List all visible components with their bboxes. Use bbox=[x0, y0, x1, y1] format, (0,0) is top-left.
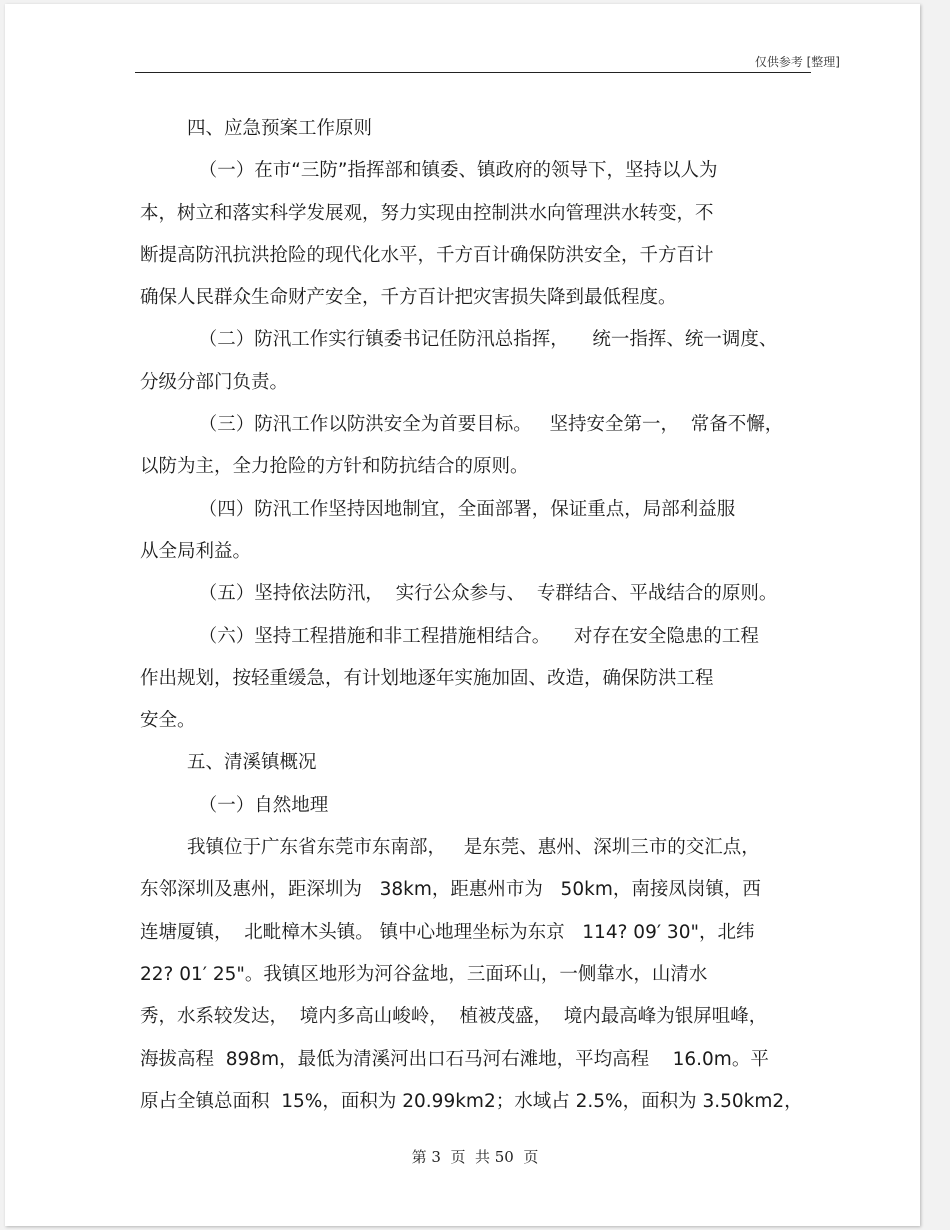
text-line: 分级分部门负责。 bbox=[140, 371, 289, 393]
text-line: （一）在市“三防”指挥部和镇委、镇政府的领导下，坚持以人为 bbox=[140, 160, 718, 182]
text-line: 五、清溪镇概况 bbox=[140, 752, 317, 774]
text-line: 连塘厦镇， 北毗樟木头镇。 镇中心地理坐标为东京 114? 09′ 30"，北纬 bbox=[140, 921, 755, 943]
header-rule bbox=[135, 72, 811, 73]
text-line: 原占全镇总面积 15%，面积为 20.99km2；水域占 2.5%，面积为 3.50km2， bbox=[140, 1090, 803, 1112]
text-line: 四、应急预案工作原则 bbox=[140, 118, 373, 139]
text-line: 作出规划，按轻重缓急，有计划地逐年实施加固、改造，确保防洪工程 bbox=[140, 667, 714, 689]
text-line: （五）坚持依法防汛， 实行公众参与、 专群结合、平战结合的原则。 bbox=[140, 583, 778, 605]
text-line: 海拔高程 898m，最低为清溪河出口石马河右滩地，平均高程 16.0m。平 bbox=[140, 1048, 769, 1070]
text-line: 断提高防汛抗洪抢险的现代化水平，千方百计确保防洪安全，千方百计 bbox=[140, 244, 714, 266]
header-note: 仅供参考 [整理] bbox=[754, 55, 840, 69]
text-line: （二）防汛工作实行镇委书记任防汛总指挥， 统一指挥、统一调度、 bbox=[140, 329, 778, 351]
page-number-footer: 第 3 页 共 50 页 bbox=[411, 1148, 539, 1166]
text-line: 从全局利益。 bbox=[140, 540, 252, 562]
text-line: 以防为主，全力抢险的方针和防抗结合的原则。 bbox=[140, 456, 529, 478]
text-line: （四）防汛工作坚持因地制宜，全面部署，保证重点，局部利益服 bbox=[140, 498, 736, 520]
text-line: 22? 01′ 25"。我镇区地形为河谷盆地，三面环山，一侧靠水，山清水 bbox=[140, 963, 708, 985]
text-line: 我镇位于广东省东莞市东南部， 是东莞、惠州、深圳三市的交汇点， bbox=[140, 837, 760, 859]
text-line: （六）坚持工程措施和非工程措施相结合。 对存在安全隐患的工程 bbox=[140, 625, 759, 647]
text-line: 确保人民群众生命财产安全，千方百计把灾害损失降到最低程度。 bbox=[140, 287, 677, 309]
text-line: （一）自然地理 bbox=[140, 794, 329, 816]
text-line: 东邻深圳及惠州，距深圳为 38km，距惠州市为 50km，南接凤岗镇，西 bbox=[140, 879, 761, 901]
body-text bbox=[140, 108, 820, 1123]
text-line: 安全。 bbox=[140, 710, 196, 732]
text-line: 秀，水系较发达， 境内多高山峻岭， 植被茂盛， 境内最高峰为银屏咀峰， bbox=[140, 1006, 768, 1028]
text-line: 本，树立和落实科学发展观，努力实现由控制洪水向管理洪水转变，不 bbox=[140, 202, 714, 224]
text-line: （三）防汛工作以防洪安全为首要目标。 坚持安全第一， 常备不懈， bbox=[140, 414, 784, 436]
